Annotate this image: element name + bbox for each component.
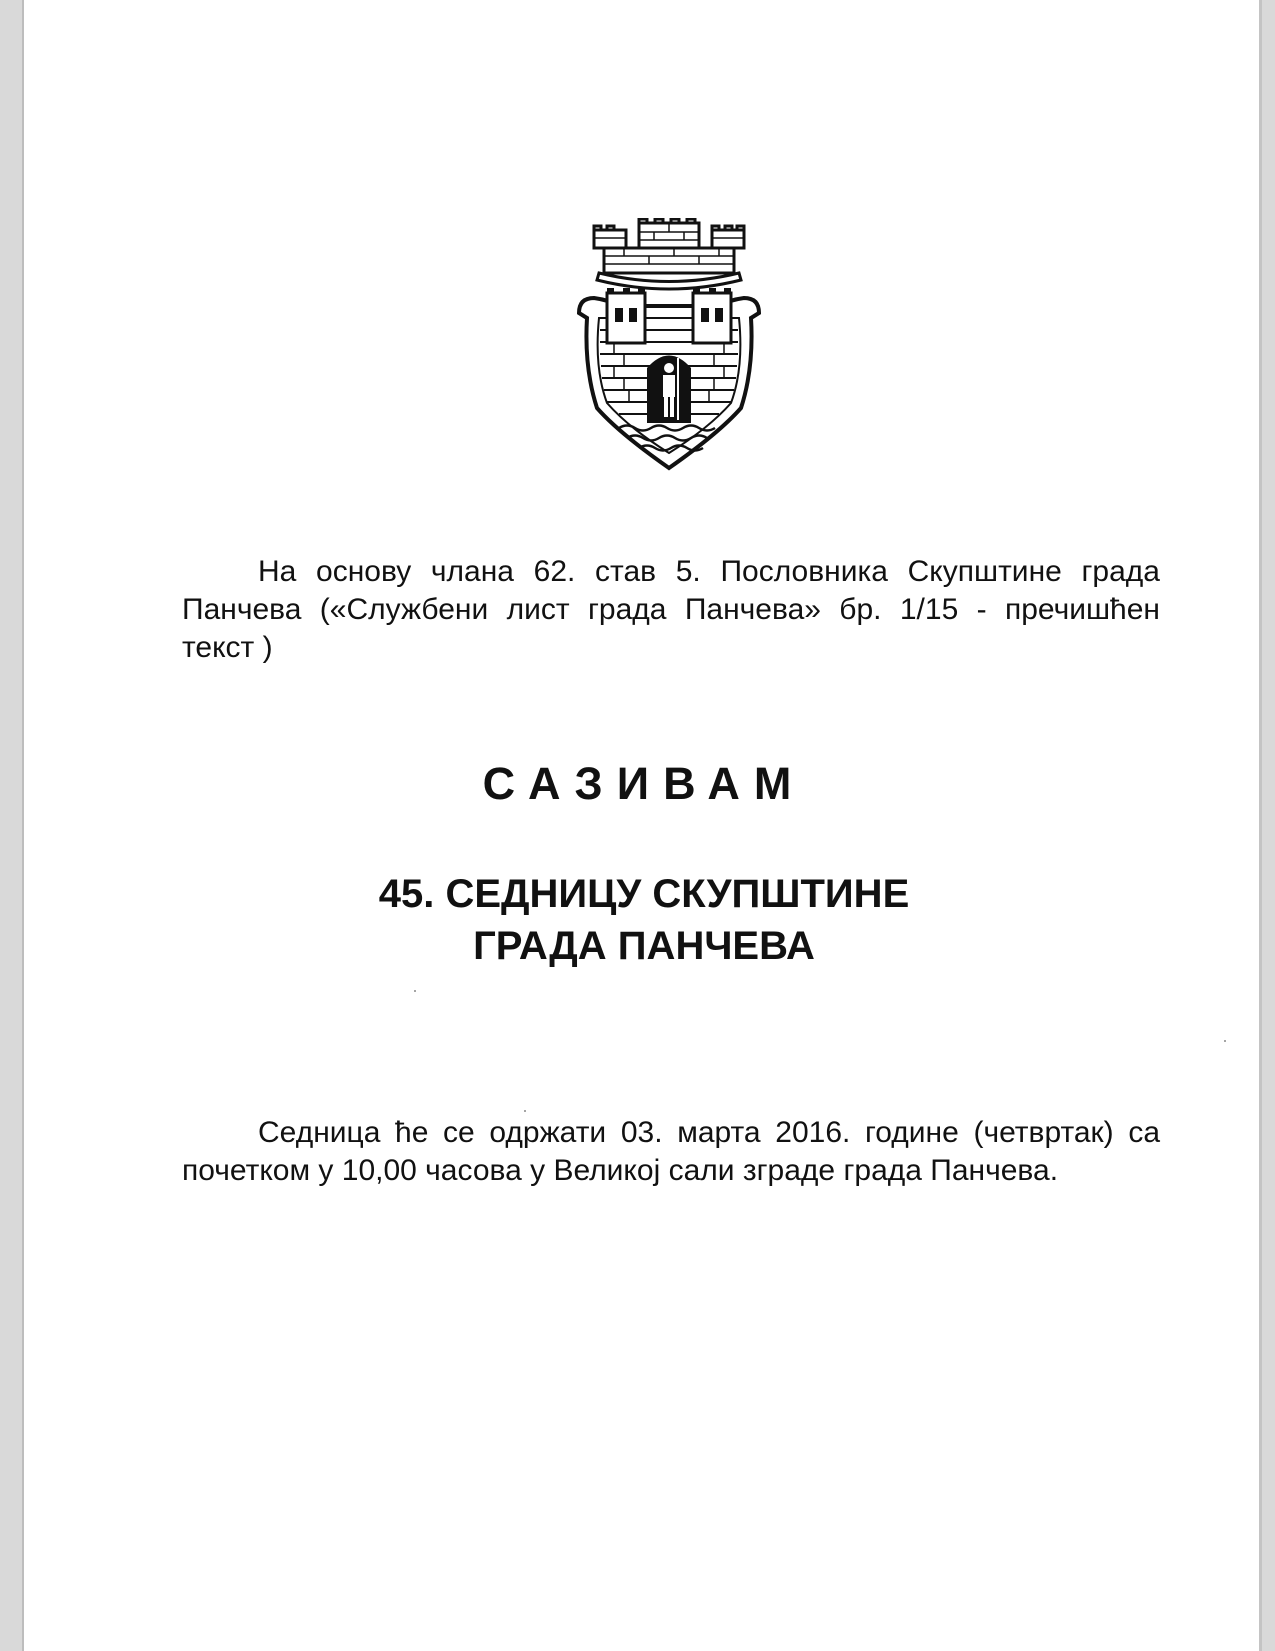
session-details-paragraph <box>182 1114 1160 1190</box>
document-page <box>22 0 1262 1651</box>
session-title-line1: 45. СЕДНИЦУ СКУПШТИНЕ <box>378 872 910 916</box>
session-title <box>24 868 1264 972</box>
convene-heading: САЗИВАМ <box>482 758 806 809</box>
city-coat-of-arms-icon <box>569 218 769 473</box>
scan-speck <box>414 990 416 992</box>
scan-speck <box>524 1110 526 1112</box>
legal-basis-text: На основу члана 62. став 5. Пословника Скупштине града Панчева («Службени лист града Панчева» бр. 1/15 - пречишћен текст ) <box>182 555 1160 664</box>
scan-speck <box>1224 1040 1226 1042</box>
session-details-text: Седница ће се одржати 03. марта 2016. године (четвртак) са почетком у 10,00 часова у Великој сали зграде града Панчева. <box>182 1116 1160 1187</box>
session-title-line2: ГРАДА ПАНЧЕВА <box>473 924 815 968</box>
legal-basis-paragraph <box>182 553 1160 667</box>
